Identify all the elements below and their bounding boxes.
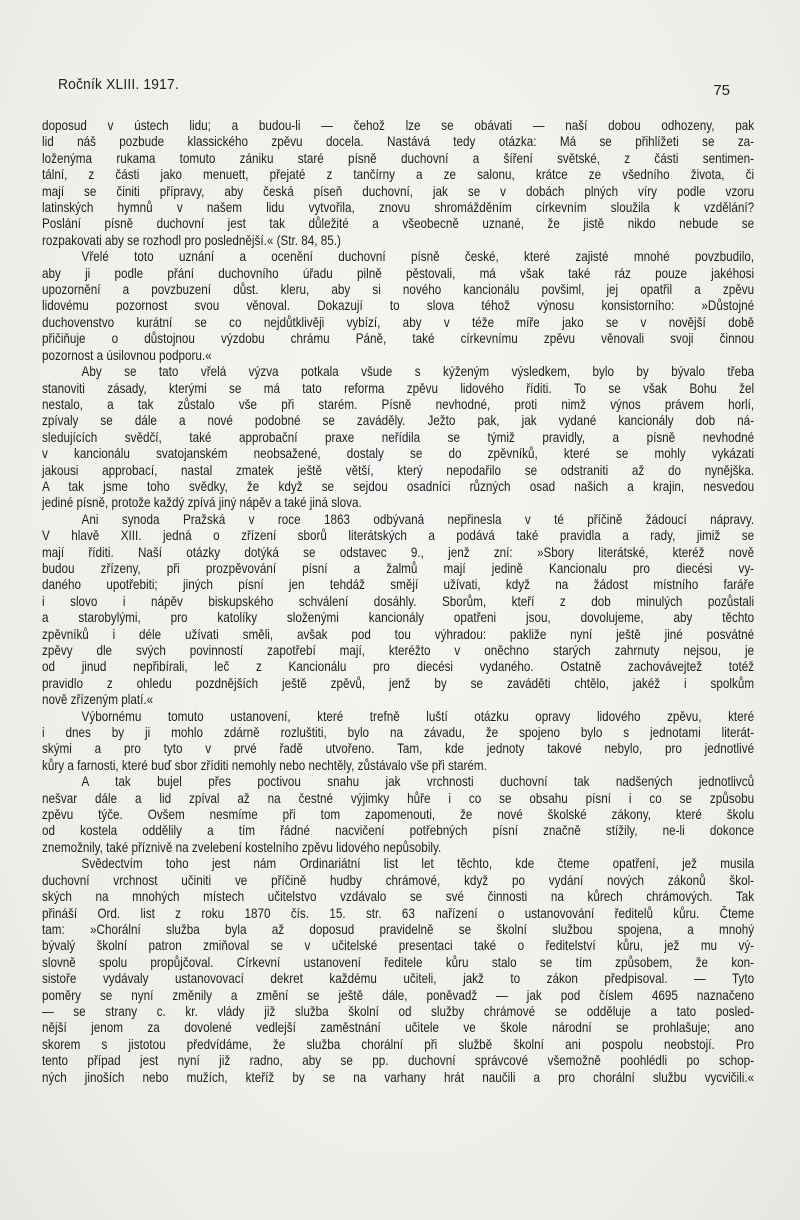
text-line: i slovo i nápěv biskupského schválení dosáhly. Sborům, kteří z dob minulých pozůstali <box>42 593 755 609</box>
text-line: pravidlo z ohledu pozdnějších ještě zpěvů, jenž by se zaváděti chtělo, jakéž i spolkům <box>42 675 755 691</box>
text-line: Ani synoda Pražská v roce 1863 odbývaná nepřinesla v té příčině žádoucí nápravy. <box>81 511 755 527</box>
page-number: 75 <box>713 82 730 99</box>
text-line: zpěvy dle svých povinností zapotřebí mají, kteréžto v oněchno starých zahrnuty nejsou, je <box>42 643 755 658</box>
text-line: nestalo, a tak zůstalo vše při starém. Písně nevhodné, proti nimž výnos právem horlí, <box>42 396 755 412</box>
text-line: slovně spolu propůjčoval. Církevní ustanovení ředitele kůru stalo se tím způsobem, že kon- <box>42 954 755 970</box>
text-line: zpívaly se dále a nové podobné se zaváděly. Ježto pak, jak vydané kancionály dob ná- <box>42 413 755 429</box>
text-line: latinských hymnů v našem lidu vytvořila, znovu shromážděním církevním sloužila k vzdělání? <box>42 200 755 216</box>
text-line: aby ji podle přání duchovního úřadu pilně pěstovali, má však také ráz pouze jakéhosi <box>42 265 755 281</box>
text-line: A tak jsme toho svědky, že když se sejdou osadníci různých osad našich a krajin, nesvedou <box>42 478 755 494</box>
text-line: kůry a farnosti, které buď sbor zříditi nemohly nebo nechtěly, zůstávalo vše při starém. <box>42 757 487 773</box>
text-line: ných jinoších nebo mužích, kteříž by se na varhany hrát naučili a pro chorální službu vycvičili.« <box>42 1069 755 1085</box>
text-line: přičiňuje o důstojnou výzdobu chrámu Páně, také církevnímu zpěvu věnovali svoji činnou <box>42 331 755 347</box>
text-line: ských na mnohých místech učitelstvo vzdávalo se své činnosti na kůrech chrámových. Tak <box>42 889 755 905</box>
text-line: duchovní vrchnost učiniti ve příčině hudby chrámové, když po vydání nových zákonů škol- <box>42 872 755 888</box>
text-line: poměry se nyní změnily a změní se ještě dále, poněvadž — jak pod číslem 4695 naznačeno <box>42 987 755 1003</box>
text-line: jakousi approbací, nastal zmatek ještě větší, který nepodařilo se odstraniti až do nynějška. <box>42 462 755 478</box>
text-line: upozornění a povzbuzení důst. kleru, aby si nového kancionálu povšiml, jej opatřil a zpěvu <box>42 282 755 298</box>
text-line: doposud v ústech lidu; a budou-li — čehož lze se obávati — naší dobou odhozeny, pak <box>42 118 755 133</box>
text-line: skými a pro tyto v prvé řadě utvořeno. Tam, kde jednoty takové nebylo, pro jednotlivé <box>42 741 755 757</box>
text-line: Vřelé toto uznání a ocenění duchovní písně české, které zajisté mnohé povzbudilo, <box>81 249 755 265</box>
text-line: od jinud nepřibírali, leč z Kancionálu pro diecési vydaného. Ostatně zachovávejtež totéž <box>42 659 755 675</box>
body-text <box>42 118 754 1086</box>
text-line: v kancionálu svatojanském neobsažené, dostaly se do zpěvníků, které se mohly vykázati <box>42 446 755 462</box>
text-line: V hlavě XIII. jedná o zřízení sborů literátských a podává také pravidla a rady, jimiž se <box>42 528 755 544</box>
text-line: přináší Ord. list z roku 1870 čís. 15. str. 63 nařízení o ustanovování ředitelů kůru. Čteme <box>42 905 755 921</box>
text-line: lidovému pozornost svou věnoval. Dokazují to slova téhož výnosu konsistorního: »Důstojné <box>42 298 755 314</box>
text-line: nešvar dále a lid zpíval až na čestné výjimky hůře i co se obsahu písní i co se způsobu <box>42 790 755 806</box>
text-line: mají říditi. Naší otázky dotýká se odstavec 9., jenž zní: »Sbory literátské, kteréž nově <box>42 544 755 560</box>
text-line: a starobylými, pro katolíky složenými kancionály opatřeni jsou, dovolujeme, aby těchto <box>42 610 755 626</box>
text-line: nější jenom za dovolené vedlejší zaměstnání učitele ve škole národní se prohlašuje; ano <box>42 1020 755 1036</box>
text-line: daného upotřebiti; jiných písní jen tehdáž smějí užívati, když na žádost místního faráře <box>42 577 755 593</box>
text-line: A tak bujel přes poctivou snahu jak vrchnosti duchovní tak nadšených jednotlivců <box>81 774 755 790</box>
text-line: sistoře vydávaly ustanovovací dekret každému učiteli, jakž to zákon předpisoval. — Tyto <box>42 971 755 987</box>
text-line: Aby se tato vřelá výzva potkala všude s kýženým výsledkem, bylo by bývalo třeba <box>81 364 755 380</box>
text-line: tam: »Chorální služba byla až doposud pravidelně se školní službou spojena, a mnohý <box>42 921 755 937</box>
text-line: — se strany c. kr. vlády již služba školní od služby chrámové se odděluje a tato posled- <box>42 1003 755 1019</box>
running-head: Ročník XLIII. 1917. <box>58 76 179 93</box>
text-line: Svědectvím toho jest nám Ordinariátní list let těchto, kde čteme opatření, jež musila <box>81 856 755 872</box>
text-line: skorem s jistotou předvídáme, že služba chorální při službě školní ani pospolu neobstojí. Pro <box>42 1036 755 1052</box>
text-line: tální, z části jako menuett, přejaté z tančírny a ze salonu, krátce ze všedního života, či <box>42 167 755 183</box>
text-line: pozornost a úsilovnou podporu.« <box>42 347 212 363</box>
text-line: mají se činiti přípravy, aby česká píseň duchovní, jak se v dobách plných víry podle vzoru <box>42 183 755 199</box>
text-line: tento případ jest nyní již radno, aby se pp. duchovní správcové všemožně poohlédli po schop- <box>42 1053 755 1069</box>
text-line: duchovenstvo kurátní se co nejdůtklivěji vybízí, aby v téže míře jako se v novější době <box>42 314 755 330</box>
text-line: zpěvu týče. Ovšem nesmíme při tom zapomenouti, že nové školské zákony, které školu <box>42 807 755 823</box>
text-line: Poslání písně duchovní jest tak důležité a všeobecně uznané, že jistě nikdo nebude se <box>42 216 755 232</box>
text-line: lid náš pozbude klassického zpěvu docela. Nastává tedy otázka: Má se přihlížeti se za- <box>42 134 755 150</box>
text-line: znemožnily, také příznivě na zvelebení kostelního zpěvu lidového nepůsobily. <box>42 839 442 855</box>
text-line: sledujících svědčí, také approbační praxe neřídila se týmiž pravidly, a písně nevhodné <box>42 429 755 445</box>
text-line: zpěvníků i déle užívati směli, avšak pod tou výhradou: pakliže nyní ještě jiné posvátné <box>42 626 755 642</box>
text-line: bývalý školní patron zmiňoval se v učitelské presentaci také o ředitelství kůru, jež mu vý- <box>42 938 755 954</box>
text-line: rozpakovati aby se rozhodl pro poslednější.« (Str. 84, 85.) <box>42 232 341 248</box>
text-line: nově zřízeným platí.« <box>42 692 154 708</box>
text-line: budou zřízeny, při prozpěvování písní a žalmů mají jedině Kancionalu pro diecési vy- <box>42 560 755 576</box>
text-line: jediné písně, protože každý zpívá jiný nápěv a také jiná slova. <box>42 495 362 511</box>
text-line: od kostela oddělily a tím řádné nacvičení potřebných písní značně stížily, ne-li dokonce <box>42 823 755 839</box>
text-line: stanoviti zásady, kterými se má tato reforma zpěvu lidového říditi. To se však Bohu žel <box>42 380 755 396</box>
text-line: Výbornému tomuto ustanovení, které trefně luští otázku opravy lidového zpěvu, které <box>81 708 755 724</box>
page-header <box>58 76 730 98</box>
text-line: loženýma rukama tomuto zániku staré písně duchovní a šíření světské, z části sentimen- <box>42 150 755 166</box>
text-line: i dnes by ji mohlo zdárně rozluštiti, bylo na závadu, že spojeno bylo s jednotami literát- <box>42 725 755 741</box>
